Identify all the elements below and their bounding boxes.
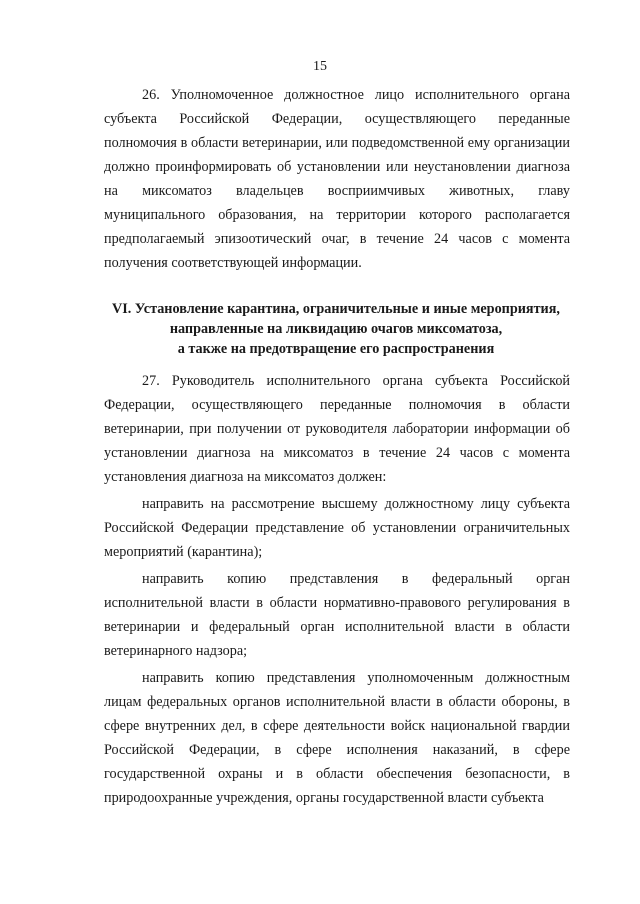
paragraph-27: 27. Руководитель исполнительного органа субъекта Российской Федерации, осуществляющего переданные полномочия в области ветеринарии, при получении от руководителя лаборатории информации об установлении диагноза на миксоматоз в течение 24 часов с момента установления диагноза на миксоматоз должен:	[104, 373, 570, 485]
paragraph-26: 26. Уполномоченное должностное лицо исполнительного органа субъекта Российской Федерации, осуществляющего переданные полномочия в области ветеринарии, или подведомственной ему организации должно проинформировать об установлении или неустановлении диагноза на миксоматоз владельцев восприимчивых животных, главу муниципального образования, на территории которого располагается предполагаемый эпизоотический очаг, в течение 24 часов с момента получения соответствующей информации.	[104, 87, 570, 271]
list-item-2: направить копию представления в федеральный орган исполнительной власти в области нормативно-правового регулирования в ветеринарии и федеральный орган исполнительной власти в области ветеринарного надзора;	[104, 571, 570, 659]
section-heading-line-1: VI. Установление карантина, ограничительные и иные мероприятия,	[112, 301, 560, 317]
section-heading	[80, 299, 592, 359]
section-heading-line-3: а также на предотвращение его распространения	[177, 341, 495, 357]
section-heading-line-2: направленные на ликвидацию очагов миксоматоза,	[169, 321, 503, 337]
list-item-1: направить на рассмотрение высшему должностному лицу субъекта Российской Федерации представление об установлении ограничительных мероприятий (карантина);	[104, 496, 570, 560]
page-number: 15	[313, 59, 327, 74]
list-item-3: направить копию представления уполномоченным должностным лицам федеральных органов исполнительной власти в области обороны, в сфере внутренних дел, в сфере деятельности войск национальной гвардии Российской Федерации, в сфере исполнения наказаний, в сфере государственной охраны и в области обеспечения безопасности, в природоохранные учреждения, органы государственной власти субъекта	[104, 670, 570, 806]
